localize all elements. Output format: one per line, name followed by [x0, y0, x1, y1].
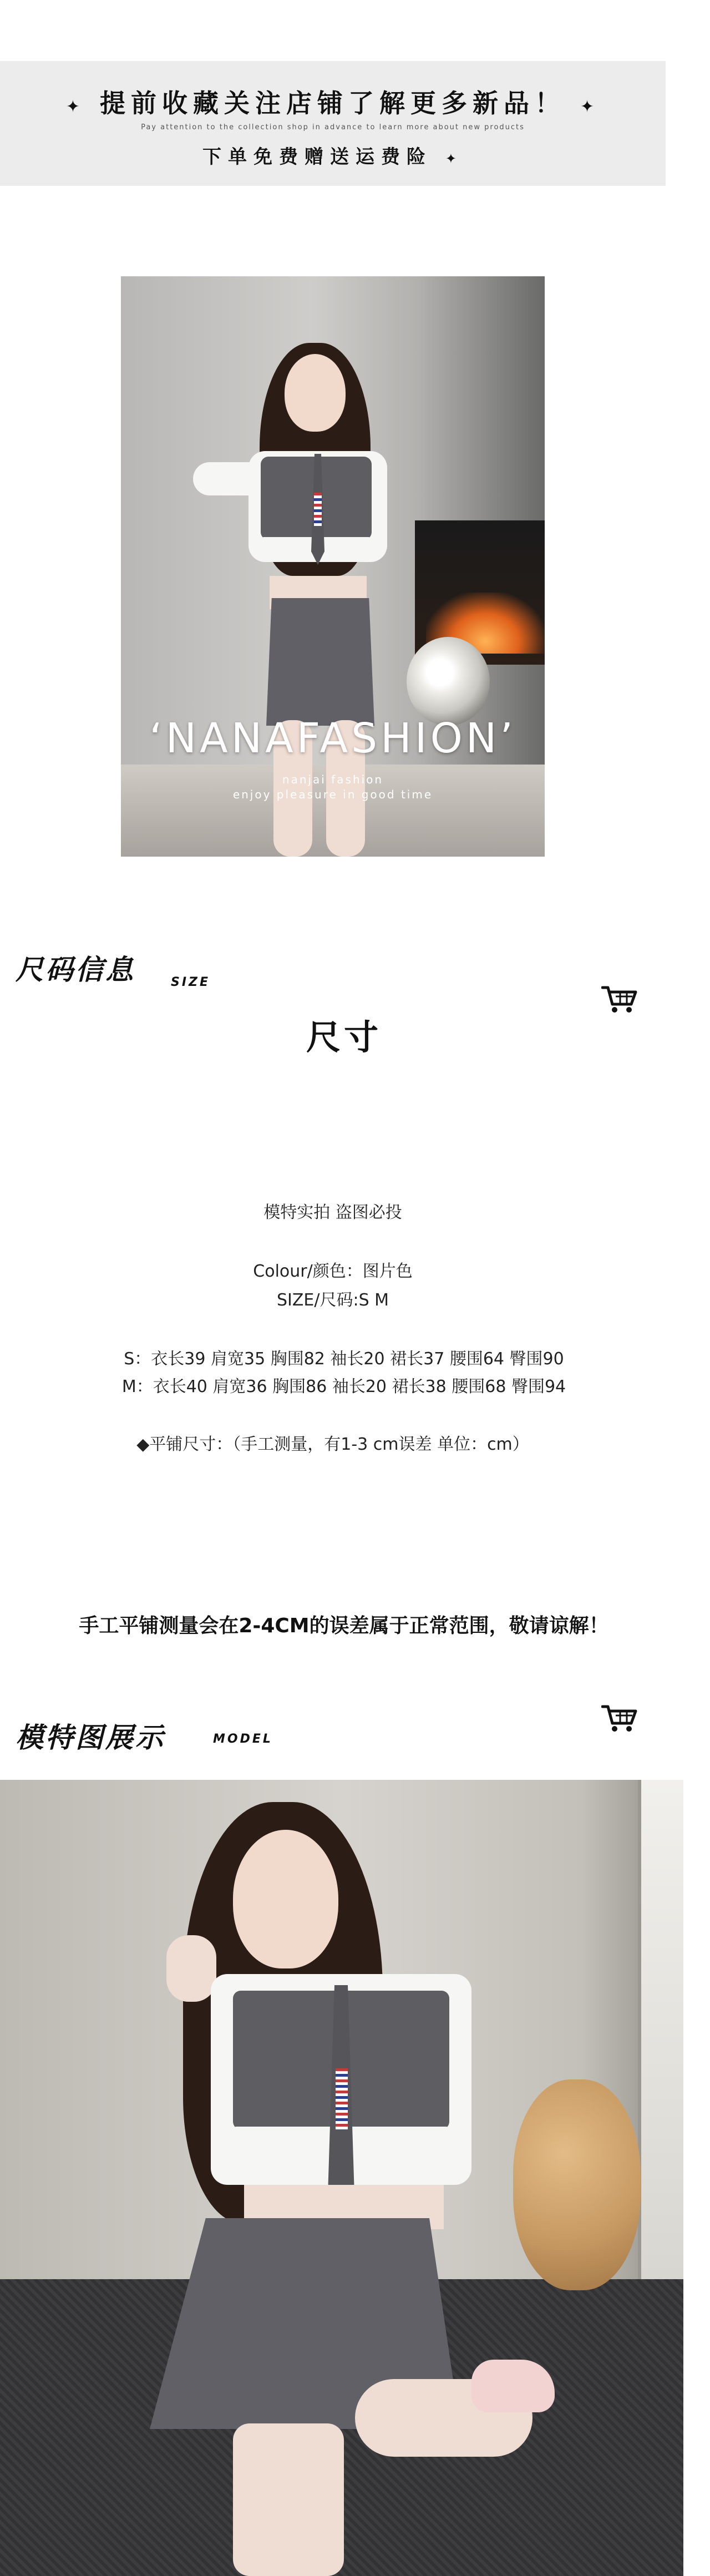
model-photo-note: 模特实拍 盗图必投: [263, 1203, 402, 1222]
banner-shipping-note: [0, 141, 666, 169]
tie-stripe: [336, 2068, 348, 2129]
size-heading: 尺寸: [306, 1017, 382, 1057]
size-row-m: M：衣长40 肩宽36 胸围86 袖长20 裙长38 腰围68 臀围94: [121, 1377, 566, 1396]
promo-banner: [0, 61, 666, 186]
model-skirt: [266, 598, 374, 726]
tolerance-note: 手工平铺测量会在2-4CM的误差属于正常范围，敬请谅解！: [79, 1615, 609, 1637]
shopping-cart-icon[interactable]: [601, 1703, 638, 1733]
model-leg: [233, 2423, 344, 2576]
hero-brand-subtitle: nanjai fashion: [282, 773, 384, 786]
banner-headline: [0, 83, 666, 120]
banner-shipping-text: 下单免费赠送运费险: [202, 146, 433, 168]
banner-english-subtitle: Pay attention to the collection shop in advance to learn more about new products: [141, 123, 525, 131]
model-photo: [0, 1780, 683, 2576]
model-hand: [166, 1935, 216, 2002]
size-section-title: 尺码信息: [16, 954, 135, 986]
size-section-tag: SIZE: [171, 975, 211, 989]
model-section-tag: MODEL: [213, 1732, 273, 1746]
measurement-note: ◆平铺尺寸：（手工测量，有1-3 cm误差 单位：cm）: [136, 1435, 529, 1454]
hero-brand-tagline: enjoy pleasure in good time: [232, 788, 433, 801]
tie-stripe: [314, 493, 322, 526]
flower-bouquet: [407, 637, 490, 726]
sparkle-icon: ✦: [65, 97, 85, 117]
sparkle-icon: ✦: [445, 151, 463, 166]
size-row-s: S：衣长39 肩宽35 胸围82 袖长20 裙长37 腰围64 臀围90: [124, 1349, 564, 1369]
model-section-title: 模特图展示: [16, 1722, 165, 1754]
hero-product-photo: [121, 276, 545, 857]
model-arm: [193, 462, 271, 495]
hero-brand-title: ‘NANAFASHION’: [149, 715, 516, 762]
colour-info: Colour/颜色：图片色: [253, 1262, 413, 1281]
teddy-bear: [513, 2079, 641, 2290]
model-face: [285, 354, 346, 432]
door-frame: [638, 1780, 683, 2279]
size-options: SIZE/尺码:S M: [276, 1290, 389, 1310]
sparkle-icon: ✦: [580, 97, 600, 117]
pink-shoe: [471, 2360, 555, 2412]
model-face: [233, 1830, 338, 1968]
banner-headline-text: 提前收藏关注店铺了解更多新品！: [100, 88, 566, 118]
